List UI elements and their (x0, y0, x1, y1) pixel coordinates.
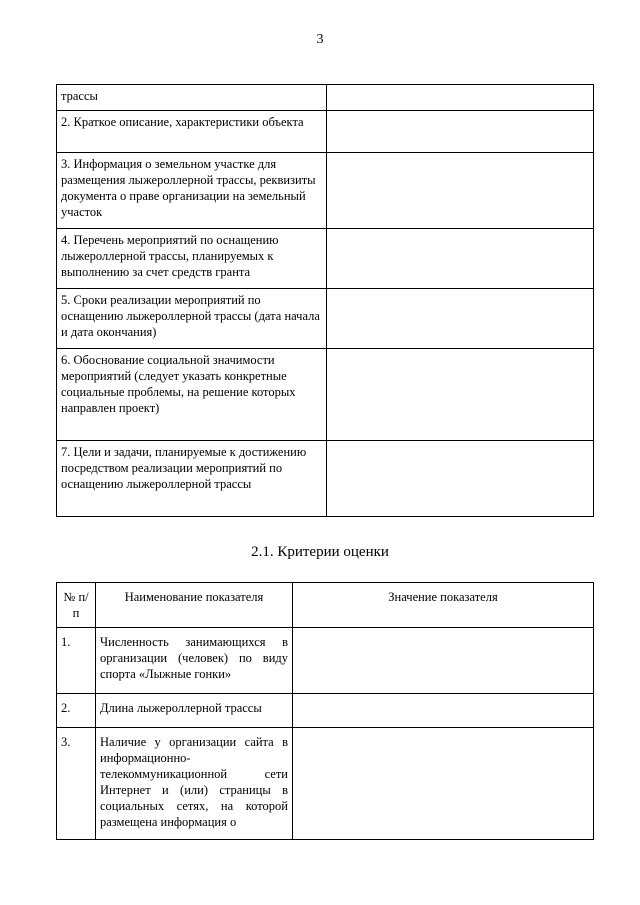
header-indicator-name: Наименование показателя (96, 583, 293, 628)
table-row (57, 694, 594, 728)
indicator-value-cell[interactable] (293, 694, 594, 728)
row-value-cell[interactable] (327, 349, 594, 441)
row-label: трассы (57, 85, 327, 111)
table-row (57, 85, 594, 111)
indicator-value-cell[interactable] (293, 728, 594, 840)
table-row (57, 728, 594, 840)
table-header-row (57, 583, 594, 628)
indicator-name: Длина лыжероллерной трассы (96, 694, 293, 728)
header-number: № п/п (57, 583, 96, 628)
table-row (57, 349, 594, 441)
row-value-cell[interactable] (327, 85, 594, 111)
header-indicator-value: Значение показателя (293, 583, 594, 628)
table-row (57, 111, 594, 153)
row-label: 5. Сроки реализации мероприятий по оснащению лыжероллерной трассы (дата начала и дата окончания) (57, 289, 327, 349)
row-label: 3. Информация о земельном участке для размещения лыжероллерной трассы, реквизиты документа о праве организации на земельный участок (57, 153, 327, 229)
row-value-cell[interactable] (327, 111, 594, 153)
table-row (57, 229, 594, 289)
table-row (57, 628, 594, 694)
table-row (57, 441, 594, 517)
table-row (57, 289, 594, 349)
row-label: 4. Перечень мероприятий по оснащению лыжероллерной трассы, планируемых к выполнению за счет средств гранта (57, 229, 327, 289)
row-value-cell[interactable] (327, 229, 594, 289)
indicator-name: Наличие у организации сайта в информационно-телекоммуникационной сети Интернет и (или) страницы в социальных сетях, на которой размещена информация о (96, 728, 293, 840)
indicator-value-cell[interactable] (293, 628, 594, 694)
row-value-cell[interactable] (327, 289, 594, 349)
row-number: 3. (57, 728, 96, 840)
section-title: 2.1. Критерии оценки (251, 544, 389, 560)
row-label: 2. Краткое описание, характеристики объекта (57, 111, 327, 153)
row-label: 6. Обоснование социальной значимости мероприятий (следует указать конкретные социальные проблемы, на решение которых направлен проект) (57, 349, 327, 441)
page-number: 3 (316, 32, 324, 47)
table-row (57, 153, 594, 229)
row-label: 7. Цели и задачи, планируемые к достижению посредством реализации мероприятий по оснащению лыжероллерной трассы (57, 441, 327, 517)
indicator-name: Численность занимающихся в организации (человек) по виду спорта «Лыжные гонки» (96, 628, 293, 694)
application-info-table (56, 84, 594, 517)
row-value-cell[interactable] (327, 441, 594, 517)
row-value-cell[interactable] (327, 153, 594, 229)
row-number: 1. (57, 628, 96, 694)
row-number: 2. (57, 694, 96, 728)
evaluation-criteria-table (56, 582, 594, 840)
